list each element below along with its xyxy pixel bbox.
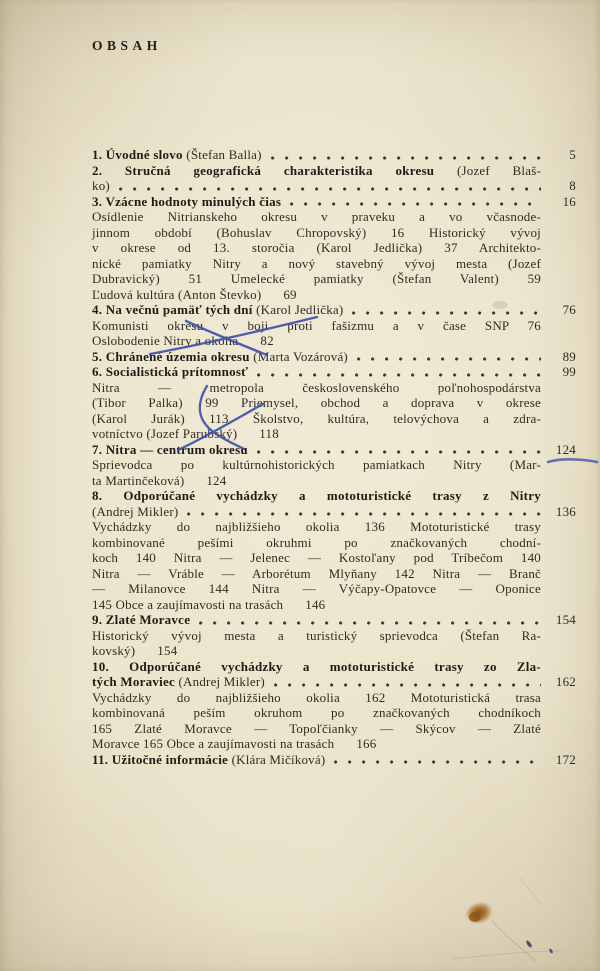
toc-line: [92, 380, 541, 396]
toc-line: [92, 302, 576, 318]
inline-page-number: 146: [305, 596, 326, 612]
toc-line-text: Dubravický) 51 Umelecké pamiatky (Štefan Valent) 59: [92, 271, 541, 286]
toc-line-text: 145 Obce a zaujímavosti na trasách: [92, 596, 284, 612]
toc-line: [92, 752, 576, 768]
toc-line: [92, 674, 576, 690]
toc-line: [92, 488, 541, 504]
inline-page-number: 166: [356, 736, 377, 751]
toc-line: [92, 581, 541, 597]
leader-dots: [257, 450, 541, 454]
toc-line-text: Osídlenie Nitrianskeho okresu v praveku a vo včasnode-: [92, 209, 541, 224]
toc-line: [92, 504, 576, 520]
toc-line-text: Nitra — Vráble — Arborétum Mlyňany 142 Nitra — Branč: [92, 565, 541, 581]
toc-line: [92, 597, 576, 613]
toc-line-text: Vychádzky do najbližšieho okolia 136 Mototuristické trasy: [92, 519, 541, 534]
toc-line-text: tých Moraviec (Andrej Mikler): [92, 674, 265, 689]
toc-line: [92, 566, 541, 582]
toc-line: [92, 411, 541, 427]
toc-line-text: jinnom období (Bohuslav Chropovský) 16 Historický vývoj: [92, 224, 541, 240]
toc-line: [92, 457, 541, 473]
leader-dots: [187, 512, 541, 516]
toc-line-text: Nitra — metropola československého poľnohospodárstva: [92, 379, 541, 395]
page-title: OBSAH: [92, 38, 162, 53]
toc-line-text: 1. Úvodné slovo (Štefan Balla): [92, 147, 262, 162]
toc-line: [92, 690, 541, 706]
leader-dots: [352, 311, 541, 315]
toc-line: [92, 612, 576, 628]
page-number: 16: [562, 193, 576, 209]
toc-line: [92, 349, 576, 365]
leader-dots: [290, 202, 541, 206]
toc-line: [92, 550, 541, 566]
leader-dots: [119, 187, 541, 191]
toc-line: [92, 163, 541, 179]
toc-line-text: Sprievodca po kultúrnohistorických pamiatkach Nitry (Mar-: [92, 457, 541, 472]
toc-line-text: 8. Odporúčané vychádzky a mototuristické trasy z Nitry: [92, 488, 541, 503]
leader-dots: [334, 760, 541, 764]
toc-line: [92, 736, 576, 752]
toc-line-text: kombinované pešími okruhmi po značkovaných chodní-: [92, 534, 541, 550]
page-number: 89: [562, 348, 576, 364]
toc-line: [92, 194, 576, 210]
toc-line-text: nické pamiatky Nitry a nový stavebný vývoj mesta (Jozef: [92, 255, 541, 271]
page-number: 8: [569, 178, 576, 193]
leader-dots: [274, 683, 541, 687]
page-number: 99: [562, 364, 576, 379]
toc-line: [92, 519, 541, 535]
toc-line: [92, 426, 576, 442]
toc-line-text: Ľudová kultúra (Anton Števko): [92, 286, 262, 302]
inline-page-number: 124: [206, 472, 227, 488]
toc-line-text: ko): [92, 178, 110, 193]
toc-line: [92, 318, 541, 334]
toc-line-text: Vychádzky do najbližšieho okolia 162 Mototuristická trasa: [92, 689, 541, 705]
toc-line: [92, 473, 576, 489]
leader-dots: [199, 621, 541, 625]
leader-dots: [271, 156, 541, 160]
page-number: 172: [555, 751, 576, 767]
inline-page-number: 82: [260, 333, 274, 348]
toc-line-text: Komunisti okresu v boji proti fašizmu a v čase SNP 76: [92, 317, 541, 333]
toc-line-text: Oslobodenie Nitry a okolia: [92, 333, 239, 348]
toc-line-text: 10. Odporúčané vychádzky a mototuristické trasy zo Zla-: [92, 658, 541, 674]
inline-page-number: 69: [283, 286, 297, 302]
toc-line-text: (Andrej Mikler): [92, 503, 179, 519]
toc-line-text: 4. Na večnú pamäť tých dní (Karol Jedlička): [92, 302, 344, 317]
toc-line: [92, 256, 541, 272]
toc-line: [92, 225, 541, 241]
leader-dots: [257, 373, 541, 377]
page-number: 136: [555, 503, 576, 519]
page-number: 162: [555, 674, 576, 689]
toc-line-text: 9. Zlaté Moravce: [92, 612, 191, 627]
toc-line: [92, 395, 541, 411]
toc-line-text: kombinovaná peším okruhom po značkovaných chodníkoch: [92, 705, 541, 720]
page-number: 5: [569, 147, 576, 162]
toc-line: [92, 364, 576, 380]
toc-line-text: kovský): [92, 643, 136, 658]
toc-line: [92, 147, 576, 163]
toc-line: [92, 333, 576, 349]
toc-line-text: v okrese od 13. storočia (Karol Jedlička) 37 Architekto-: [92, 240, 541, 255]
toc-line-text: 165 Zlaté Moravce — Topoľčianky — Skýcov — Zlaté: [92, 720, 541, 736]
toc-line-text: 2. Stručná geografická charakteristika okresu (Jozef Blaš-: [92, 162, 541, 178]
page-number: 154: [555, 612, 576, 627]
toc-line: [92, 442, 576, 458]
inline-page-number: 154: [157, 643, 178, 658]
toc-line: [92, 209, 541, 225]
toc-line-text: 7. Nitra — centrum okresu: [92, 441, 248, 457]
toc-line-text: 3. Vzácne hodnoty minulých čias: [92, 193, 282, 209]
toc-line: [92, 705, 541, 721]
toc-line-text: 6. Socialistická prítomnosť: [92, 364, 249, 379]
toc-line: [92, 178, 576, 194]
toc-line: [92, 271, 541, 287]
toc-line-text: ta Martinčeková): [92, 472, 185, 488]
toc-line: [92, 721, 541, 737]
toc-line: [92, 287, 576, 303]
toc-line-text: votníctvo (Jozef Parubský): [92, 426, 238, 441]
toc-line-text: — Milanovce 144 Nitra — Výčapy-Opatovce — Oponice: [92, 581, 541, 596]
toc-line: [92, 535, 541, 551]
toc-line-text: 5. Chránené územia okresu (Marta Vozárová): [92, 348, 348, 364]
leader-dots: [357, 357, 541, 361]
toc-line: [92, 240, 541, 256]
toc-line-text: 11. Užitočné informácie (Klára Mičíková): [92, 751, 326, 767]
toc-line: [92, 643, 576, 659]
toc-line-text: Moravce 165 Obce a zaujímavosti na trasách: [92, 736, 335, 751]
toc-line-text: (Tibor Palka) 99 Priemysel, obchod a doprava v okrese: [92, 395, 541, 410]
toc-line-text: koch 140 Nitra — Jelenec — Kostoľany pod Tríbečom 140: [92, 550, 541, 565]
toc-line: [92, 628, 541, 644]
toc-line-text: (Karol Jurák) 113 Školstvo, kultúra, telovýchova a zdra-: [92, 410, 541, 426]
inline-page-number: 118: [259, 426, 279, 441]
toc-list: [92, 147, 576, 767]
page-number: 76: [562, 302, 576, 317]
toc-line-text: Historický vývoj mesta a turistický sprievodca (Štefan Ra-: [92, 627, 541, 643]
page-number: 124: [555, 441, 576, 457]
toc-line: [92, 659, 541, 675]
